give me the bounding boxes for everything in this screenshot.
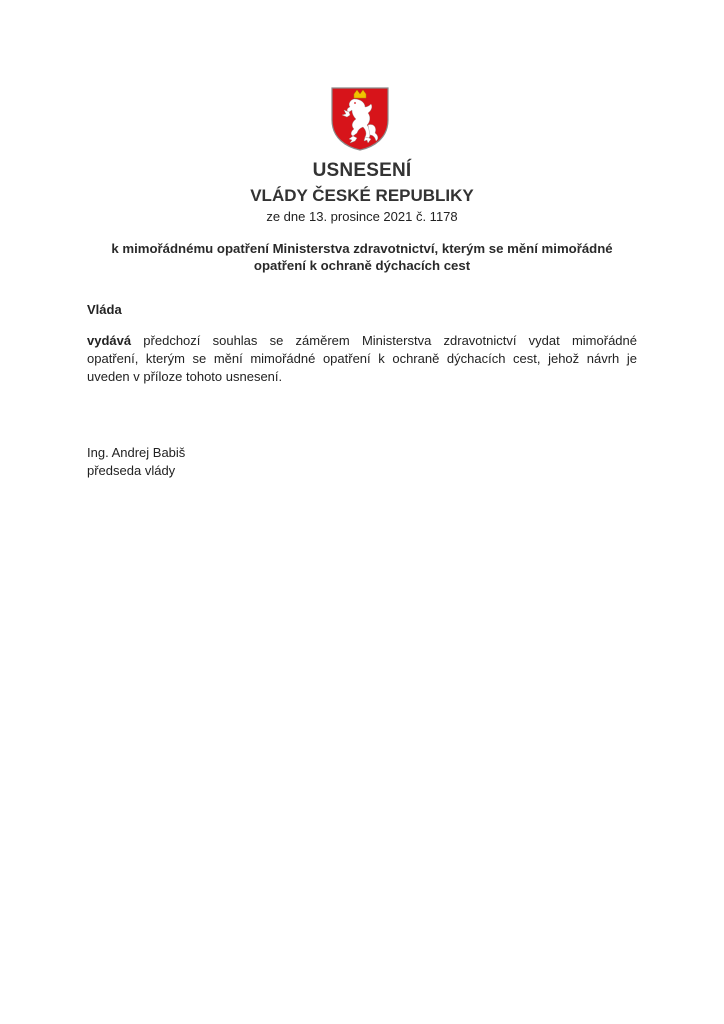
resolution-verb: vydává	[87, 333, 132, 348]
document-title: USNESENÍ	[312, 160, 412, 181]
resolution-line-2: opatření, kterým se mění mimořádné opatření k ochraně dýchacích cest, jehož návrh je	[87, 351, 637, 366]
resolution-subject: Vláda	[87, 302, 122, 317]
resolution-topic	[80, 240, 644, 274]
resolution-line-3: uveden v příloze tohoto usnesení.	[87, 369, 283, 384]
resolution-text	[87, 332, 637, 386]
topic-line-1: k mimořádnému opatření Ministerstva zdravotnictví, kterým se mění mimořádné	[111, 241, 613, 256]
topic-line-2: opatření k ochraně dýchacích cest	[253, 258, 471, 273]
signatory-role: předseda vlády	[87, 463, 176, 478]
resolution-line-1-rest: předchozí souhlas se záměrem Ministerstva zdravotnictví vydat mimořádné	[131, 333, 637, 348]
signature-block	[87, 444, 185, 480]
czech-coat-of-arms-icon	[330, 86, 390, 152]
document-subtitle: VLÁDY ČESKÉ REPUBLIKY	[250, 186, 474, 205]
date-and-number: ze dne 13. prosince 2021 č. 1178	[266, 209, 458, 224]
signatory-name: Ing. Andrej Babiš	[87, 445, 186, 460]
resolution-line-1	[87, 332, 637, 350]
